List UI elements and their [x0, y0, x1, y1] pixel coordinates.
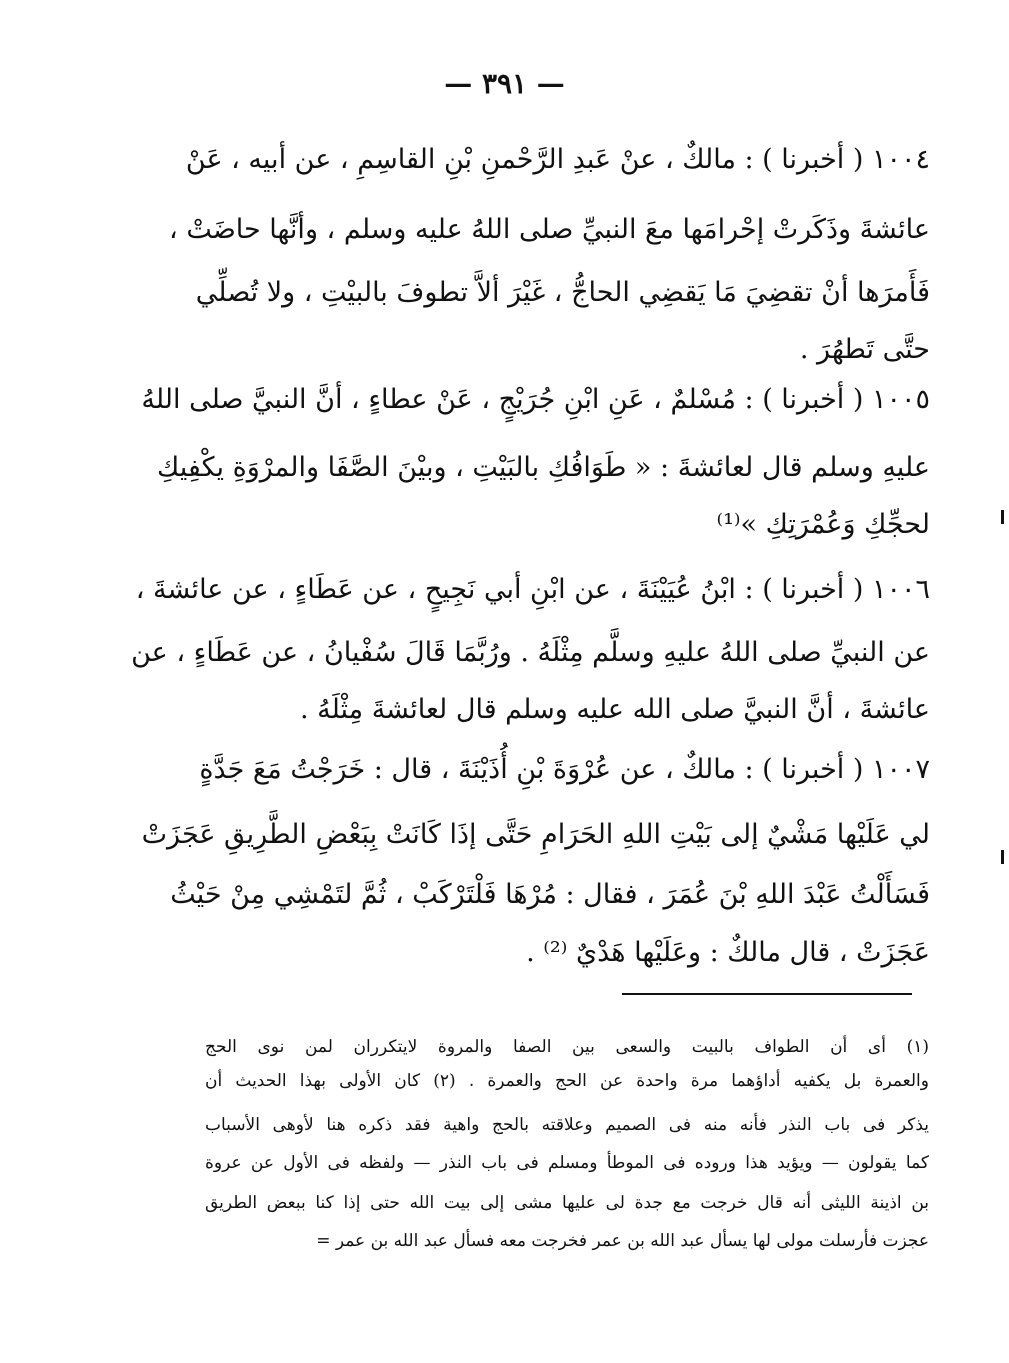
text-line: لحجِّكِ وَعُمْرَتِكِ »⁽¹⁾	[716, 509, 930, 540]
text-line: ١٠٠٤ ( أخبرنا ) : مالكٌ ، عنْ عَبدِ الرَّحْمنِ بْنِ القاسِمِ ، عن أبيه ، عَنْ	[185, 144, 930, 175]
footnote-line: بن اذينة الليثى أنه قال خرجت مع جدة لى عليها مشى إلى بيت الله حتى إذا كنا ببعض الطريق	[205, 1193, 929, 1213]
footnote-line: كما يقولون — ويؤيد هذا وروده فى الموطأ ومسلم فى باب النذر — ولفظه فى الأول عن عروة	[205, 1153, 929, 1173]
footnote-line: عجزت فأرسلت مولى لها يسأل عبد الله بن عمر فخرجت معه فسأل عبد الله بن عمر =	[316, 1231, 929, 1251]
text-line: لي عَلَيْها مَشْيٌ إلى بَيْتِ اللهِ الحَرَامِ حَتَّى إذَا كَانَتْ بِبَعْضِ الطَّرِيقِ عَجَزَتْ	[141, 819, 930, 850]
footnote-separator	[622, 993, 912, 995]
footnote-line: والعمرة بل يكفيه أداؤهما مرة واحدة عن الحج والعمرة . (٢) كان الأولى بهذا الحديث أن	[205, 1071, 929, 1091]
text-line: فَأَمرَها أنْ تقضِيَ مَا يَقضِي الحاجُّ ، غَيْرَ ألاَّ تطوفَ بالبيْتِ ، ولا تُصلِّي	[195, 277, 930, 308]
text-line: ١٠٠٦ ( أخبرنا ) : ابْنُ عُيَيْنَةَ ، عن ابْنِ أبي نَجِيحٍ ، عن عَطَاءٍ ، عن عائشةَ ،	[135, 574, 930, 605]
margin-mark	[1001, 510, 1004, 524]
text-line: عائشةَ وذَكَرتْ إحْرامَها معَ النبيِّ صلى اللهُ عليه وسلم ، وأنَّها حاضَتْ ،	[169, 214, 930, 245]
text-line: عائشةَ ، أنَّ النبيَّ صلى الله عليه وسلم قال لعائشةَ مِثْلَهُ .	[299, 694, 930, 725]
text-line: ١٠٠٧ ( أخبرنا ) : مالكٌ ، عن عُرْوَةَ بْنِ أُذَيْنَةَ ، قال : خَرَجْتُ مَعَ جَدَّةٍ	[199, 754, 930, 785]
footnote-line: (١) أى أن الطواف بالبيت والسعى بين الصفا والمروة لايتكرران لمن نوى الحج	[205, 1037, 929, 1057]
text-line: حتَّى تَطهُرَ .	[799, 334, 930, 365]
page-number: — ٣٩١ —	[444, 67, 565, 100]
footnote-line: يذكر فى باب النذر فأنه منه فى الصميم وعلاقته بالحج واهية فقد ذكره هنا لأوهى الأسباب	[205, 1115, 929, 1135]
text-line: ١٠٠٥ ( أخبرنا ) : مُسْلمٌ ، عَنِ ابْنِ جُرَيْجٍ ، عَنْ عطاءٍ ، أنَّ النبيَّ صلى اللهُ	[141, 384, 930, 415]
text-line: عليهِ وسلم قال لعائشةَ : « طَوَافُكِ بالبَيْتِ ، وبيْنَ الصَّفَا والمرْوَةِ يكْفِيكِ	[157, 452, 930, 483]
margin-mark	[1001, 850, 1004, 864]
text-line: عن النبيِّ صلى اللهُ عليهِ وسلَّم مِثْلَهُ . ورُبَّمَا قَالَ سُفْيانُ ، عن عَطَاءٍ ، عن	[131, 637, 930, 668]
text-line: عَجَزَتْ ، قال مالكٌ : وعَلَيْها هَدْيٌ ⁽²⁾ .	[526, 937, 930, 968]
text-line: فَسَأَلْتُ عَبْدَ اللهِ بْنَ عُمَرَ ، فقال : مُرْهَا فَلْتَرْكَبْ ، ثُمَّ لتَمْشِي مِنْ حَيْثُ	[170, 879, 930, 910]
